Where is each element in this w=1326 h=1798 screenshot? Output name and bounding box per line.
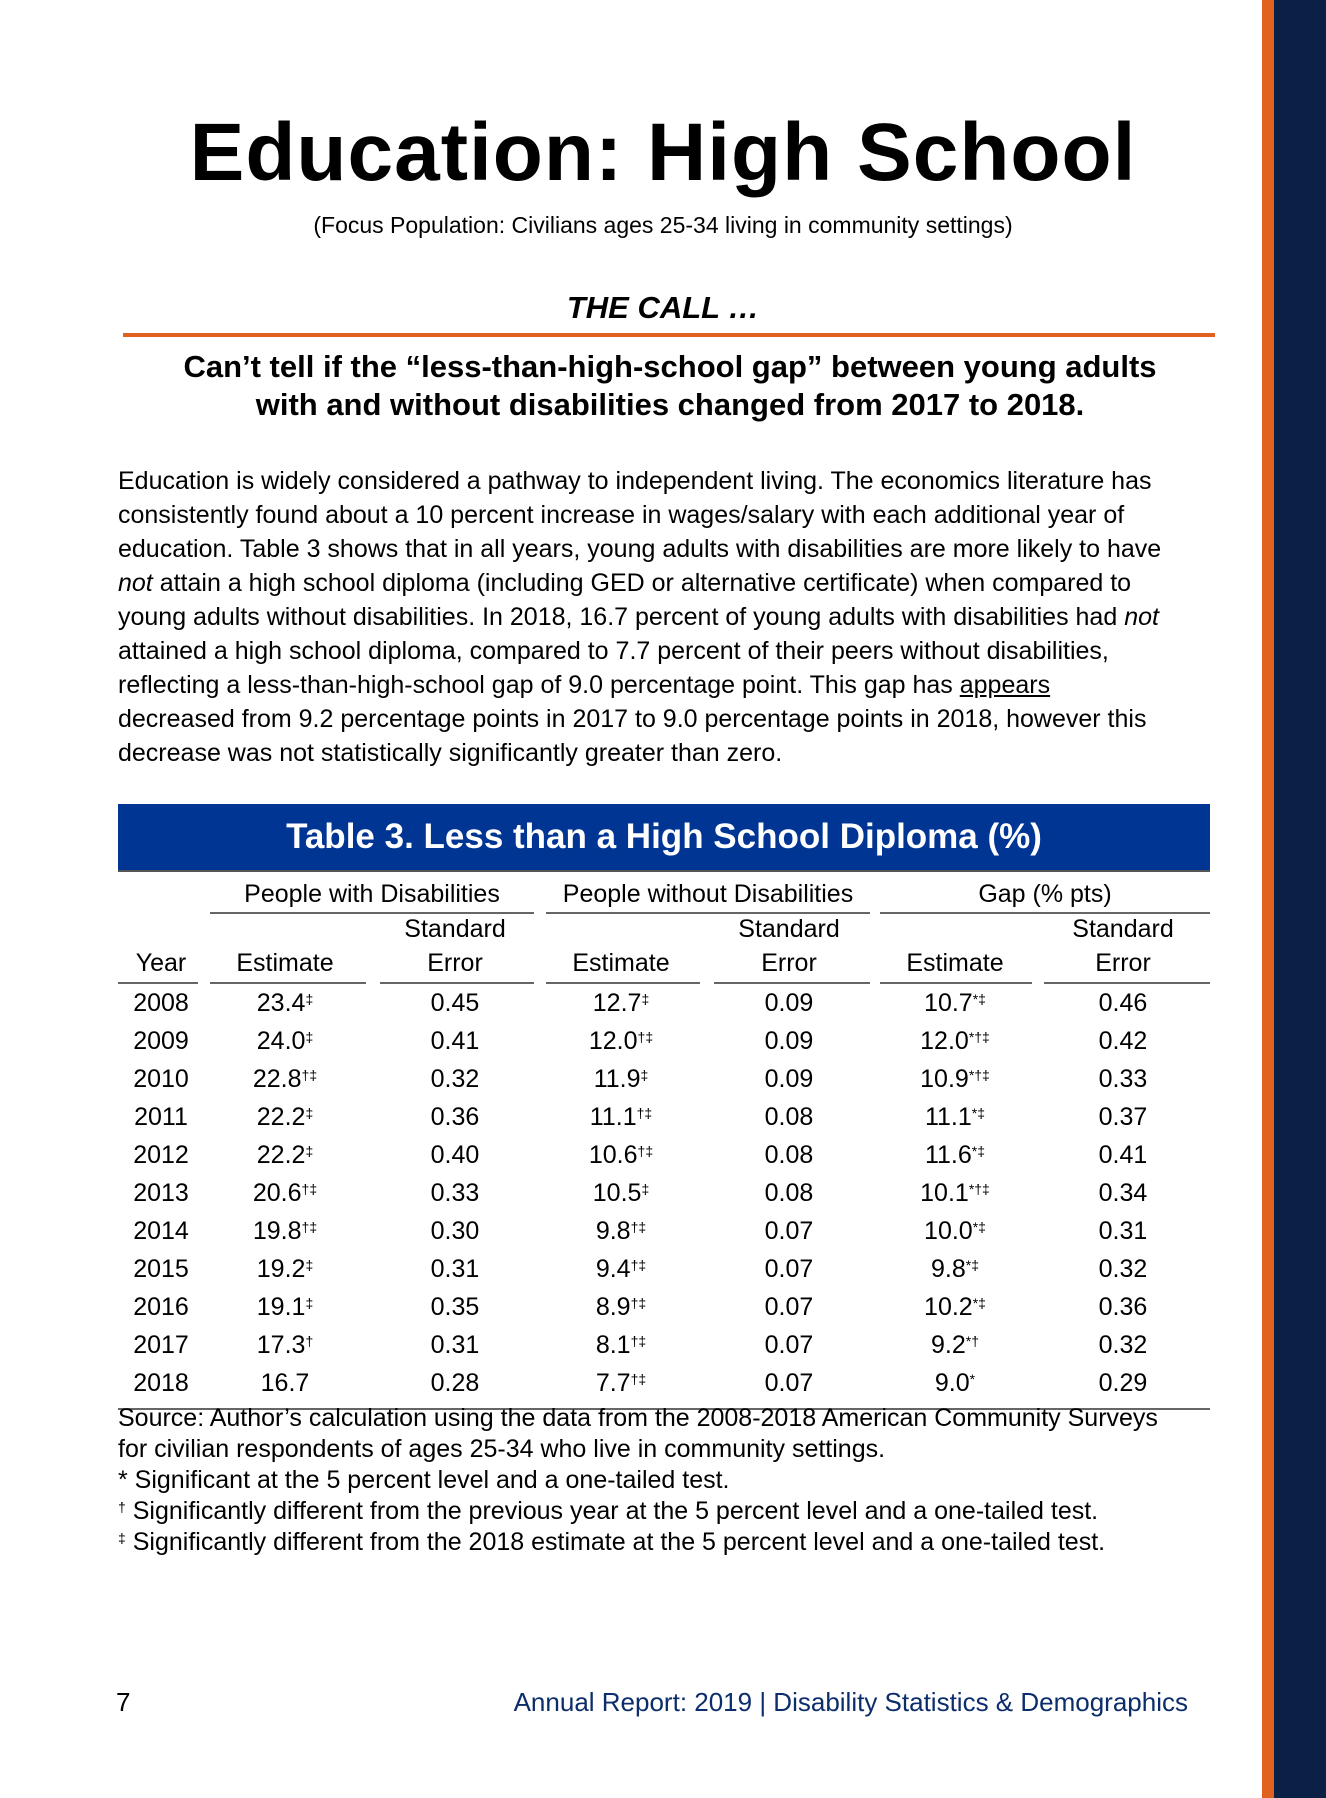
table-cell [1048, 1140, 1198, 1170]
table-cell [210, 1064, 360, 1094]
table-cell [118, 1026, 204, 1056]
cell-value: 10.9 [920, 1065, 969, 1093]
significance-mark: *†‡ [968, 1029, 990, 1045]
table-cell [210, 1102, 360, 1132]
cell-value: 0.32 [430, 1065, 480, 1093]
table-cell [380, 1330, 530, 1360]
cell-value: 0.31 [430, 1331, 480, 1359]
column-header-rule [210, 982, 366, 984]
footnote-double-dagger [118, 1527, 1158, 1558]
table-cell [118, 1368, 204, 1398]
column-header-year: Year [135, 949, 187, 977]
the-call-heading: THE CALL … [566, 290, 760, 325]
significance-mark: * [969, 1371, 976, 1387]
report-footer-title: Annual Report: 2019 | Disability Statistics & Demographics [513, 1687, 1188, 1717]
cell-value: 0.32 [1098, 1331, 1148, 1359]
footnote-text: Significantly different from the previous year at the 5 percent level and a one-tailed test. [125, 1497, 1099, 1525]
cell-value: 0.29 [1098, 1369, 1148, 1397]
cell-value: 10.5 [592, 1179, 642, 1207]
table-cell [380, 1064, 530, 1094]
significance-mark: *‡ [965, 1257, 979, 1273]
table-cell [714, 1368, 864, 1398]
table-cell [714, 1292, 864, 1322]
table-cell [546, 1102, 696, 1132]
cell-value: 17.3 [256, 1331, 306, 1359]
finding-line: with and without disabilities changed from 2017 to 2018. [255, 387, 1085, 422]
table-title-rule [118, 870, 1210, 872]
table-cell [380, 988, 530, 1018]
body-line: Education is widely considered a pathway to independent living. The economics literature has [118, 467, 1152, 495]
body-line [118, 668, 1228, 702]
cell-value: 10.0 [924, 1217, 973, 1245]
cell-value: 0.33 [1098, 1065, 1148, 1093]
cell-value: 12.0 [920, 1027, 969, 1055]
finding-line: Can’t tell if the “less-than-high-school gap” between young adults [183, 349, 1157, 384]
table-cell [546, 1216, 696, 1246]
body-line [118, 600, 1228, 634]
significance-mark: †‡ [630, 1333, 647, 1349]
table-cell [1048, 1292, 1198, 1322]
table-cell [210, 1216, 360, 1246]
significance-mark: *† [965, 1333, 979, 1349]
table-cell [880, 1102, 1030, 1132]
table-cell [714, 1330, 864, 1360]
footnote-text: Significantly different from the 2018 estimate at the 5 percent level and a one-tailed test. [125, 1528, 1106, 1556]
page-subtitle: (Focus Population: Civilians ages 25-34 living in community settings) [313, 212, 1013, 238]
source-line: Source: Author’s calculation using the data from the 2008-2018 American Community Surveys [118, 1404, 1158, 1432]
significance-mark: *‡ [971, 1105, 986, 1121]
cell-value: 9.8 [595, 1217, 631, 1245]
cell-value: 0.41 [1098, 1141, 1148, 1169]
table-cell [210, 1292, 360, 1322]
cell-value: 8.9 [595, 1293, 631, 1321]
cell-value: 2010 [133, 1065, 189, 1093]
table-cell [118, 1292, 204, 1322]
cell-value: 0.08 [764, 1103, 814, 1131]
cell-value: 0.33 [430, 1179, 480, 1207]
table-title: Table 3. Less than a High School Diploma (%) [118, 804, 1210, 870]
table-cell [714, 988, 864, 1018]
cell-value: 0.08 [764, 1141, 814, 1169]
cell-value: 2012 [133, 1141, 189, 1169]
body-text: reflecting a less-than-high-school gap of 9.0 percentage point. This gap has [118, 671, 960, 699]
column-header-standard: Standard [404, 915, 506, 943]
table-cell [880, 1140, 1030, 1170]
table-cell [880, 1026, 1030, 1056]
column-header-rule [714, 982, 870, 984]
call-divider [123, 333, 1215, 337]
cell-value: 0.32 [1098, 1255, 1148, 1283]
footnote-dagger [118, 1496, 1158, 1527]
table-cell [210, 1178, 360, 1208]
page-title: Education: High School [189, 107, 1137, 198]
table-cell [880, 1292, 1030, 1322]
cell-value: 10.2 [924, 1293, 973, 1321]
significance-mark: *†‡ [968, 1067, 990, 1083]
body-line: education. Table 3 shows that in all years, young adults with disabilities are more likely to have [118, 535, 1162, 563]
table-cell [380, 1026, 530, 1056]
significance-mark: †‡ [301, 1181, 318, 1197]
cell-value: 2011 [134, 1103, 188, 1131]
table-cell [880, 1368, 1030, 1398]
body-text: young adults without disabilities. In 2018, 16.7 percent of young adults with disabilities had [118, 603, 1125, 631]
cell-value: 0.07 [764, 1217, 814, 1245]
page-number: 7 [116, 1687, 131, 1717]
table-cell [380, 1292, 530, 1322]
cell-value: 0.42 [1098, 1027, 1148, 1055]
table-cell [1048, 1102, 1198, 1132]
table-cell [210, 1330, 360, 1360]
table-cell [546, 1064, 696, 1094]
table-cell [546, 1292, 696, 1322]
body-text: attain a high school diploma (including GED or alternative certificate) when compared to [152, 569, 1132, 597]
table-cell [714, 1254, 864, 1284]
table-cell [210, 1026, 360, 1056]
table-cell [714, 1026, 864, 1056]
cell-value: 0.09 [764, 1027, 814, 1055]
cell-value: 20.6 [252, 1179, 302, 1207]
significance-mark: †‡ [637, 1143, 654, 1159]
cell-value: 22.8 [252, 1065, 302, 1093]
cell-value: 9.8 [931, 1255, 966, 1283]
table-source-notes [118, 1403, 1158, 1558]
table-cell [380, 1102, 530, 1132]
cell-value: 23.4 [256, 989, 306, 1017]
table-cell [1048, 988, 1198, 1018]
cell-value: 16.7 [260, 1369, 310, 1397]
column-header-standard: Standard [1072, 915, 1174, 943]
significance-mark: *†‡ [968, 1181, 990, 1197]
emphasis: not [118, 569, 153, 597]
table-cell [380, 1254, 530, 1284]
underlined-word: appears [959, 671, 1051, 699]
cell-value: 11.6 [924, 1141, 972, 1169]
column-header-rule [380, 982, 534, 984]
cell-value: 0.09 [764, 989, 814, 1017]
table-cell [546, 988, 696, 1018]
significance-mark: ‡ [305, 1257, 314, 1273]
cell-value: 2015 [133, 1255, 189, 1283]
cell-value: 19.1 [256, 1293, 306, 1321]
table-cell [1048, 1216, 1198, 1246]
column-header-estimate: Estimate [236, 949, 334, 977]
table-cell [1048, 1026, 1198, 1056]
cell-value: 0.45 [430, 989, 480, 1017]
column-header-rule [880, 982, 1032, 984]
table-cell [714, 1216, 864, 1246]
table-cell [546, 1368, 696, 1398]
cell-value: 24.0 [256, 1027, 306, 1055]
table-cell [880, 1178, 1030, 1208]
significance-mark: †‡ [630, 1257, 647, 1273]
cell-value: 0.36 [430, 1103, 480, 1131]
table-cell [210, 1254, 360, 1284]
cell-value: 0.34 [1098, 1179, 1148, 1207]
side-accent-orange [1262, 0, 1274, 1798]
table-cell [880, 1254, 1030, 1284]
table-cell [546, 1026, 696, 1056]
dagger-mark: † [118, 1499, 126, 1515]
significance-mark: †‡ [301, 1067, 318, 1083]
significance-mark: *‡ [972, 1295, 986, 1311]
cell-value: 8.1 [595, 1331, 631, 1359]
cell-value: 9.0 [934, 1369, 970, 1397]
cell-value: 10.6 [588, 1141, 638, 1169]
table-cell [380, 1368, 530, 1398]
column-header-estimate: Estimate [906, 949, 1004, 977]
cell-value: 0.40 [430, 1141, 480, 1169]
body-line: attained a high school diploma, compared to 7.7 percent of their peers without disabilities, [118, 637, 1109, 665]
cell-value: 0.09 [764, 1065, 814, 1093]
table-cell [210, 1368, 360, 1398]
table-cell [546, 1330, 696, 1360]
cell-value: 2018 [133, 1369, 189, 1397]
cell-value: 2009 [133, 1027, 189, 1055]
table-cell [118, 1102, 204, 1132]
group-header: People without Disabilities [562, 880, 854, 908]
column-header-error: Error [761, 949, 817, 977]
cell-value: 10.7 [924, 989, 973, 1017]
table-cell [546, 1178, 696, 1208]
body-line [118, 566, 1228, 600]
cell-value: 19.8 [252, 1217, 302, 1245]
table-cell [1048, 1064, 1198, 1094]
cell-value: 0.07 [764, 1255, 814, 1283]
cell-value: 19.2 [256, 1255, 306, 1283]
table-cell [118, 1178, 204, 1208]
cell-value: 12.7 [592, 989, 642, 1017]
cell-value: 0.30 [430, 1217, 480, 1245]
table-cell [380, 1216, 530, 1246]
cell-value: 0.28 [430, 1369, 480, 1397]
table-cell [118, 1330, 204, 1360]
table-cell [118, 1140, 204, 1170]
cell-value: 0.35 [430, 1293, 480, 1321]
cell-value: 0.37 [1098, 1103, 1148, 1131]
cell-value: 0.07 [764, 1331, 814, 1359]
column-header-error: Error [1095, 949, 1151, 977]
significance-mark: ‡ [305, 1029, 314, 1045]
table-cell [210, 988, 360, 1018]
table-cell [880, 988, 1030, 1018]
cell-value: 2014 [133, 1217, 189, 1245]
cell-value: 0.08 [764, 1179, 814, 1207]
table-cell [380, 1140, 530, 1170]
significance-mark: †‡ [630, 1371, 647, 1387]
table-cell [880, 1330, 1030, 1360]
table-cell [714, 1102, 864, 1132]
table-cell [880, 1216, 1030, 1246]
table-cell [118, 1254, 204, 1284]
column-header-standard: Standard [738, 915, 840, 943]
table-cell [118, 1216, 204, 1246]
footnote-significant: * Significant at the 5 percent level and a one-tailed test. [118, 1466, 730, 1494]
cell-value: 2016 [133, 1293, 189, 1321]
cell-value: 0.41 [430, 1027, 480, 1055]
body-line: decreased from 9.2 percentage points in 2017 to 9.0 percentage points in 2018, however this [118, 705, 1147, 733]
significance-mark: ‡ [640, 1067, 649, 1083]
column-header-rule [546, 982, 700, 984]
table-cell [546, 1140, 696, 1170]
table-cell [880, 1064, 1030, 1094]
table-cell [1048, 1178, 1198, 1208]
table-cell [210, 1140, 360, 1170]
cell-value: 0.36 [1098, 1293, 1148, 1321]
significance-mark: †‡ [636, 1105, 653, 1121]
significance-mark: †‡ [637, 1029, 654, 1045]
significance-mark: †‡ [630, 1219, 647, 1235]
table-cell [1048, 1368, 1198, 1398]
cell-value: 12.0 [588, 1027, 638, 1055]
significance-mark: ‡ [305, 1105, 314, 1121]
table-cell [714, 1140, 864, 1170]
cell-value: 2008 [133, 989, 189, 1017]
cell-value: 9.4 [595, 1255, 631, 1283]
significance-mark: *‡ [972, 1219, 986, 1235]
cell-value: 0.07 [764, 1293, 814, 1321]
cell-value: 7.7 [595, 1369, 631, 1397]
table-cell [1048, 1330, 1198, 1360]
cell-value: 11.9 [593, 1065, 641, 1093]
significance-mark: ‡ [641, 1181, 650, 1197]
significance-mark: †‡ [630, 1295, 647, 1311]
significance-mark: ‡ [305, 1143, 314, 1159]
cell-value: 10.1 [920, 1179, 969, 1207]
cell-value: 0.46 [1098, 989, 1148, 1017]
column-header-error: Error [427, 949, 483, 977]
column-header-estimate: Estimate [572, 949, 670, 977]
cell-value: 2017 [133, 1331, 189, 1359]
significance-mark: ‡ [305, 1295, 314, 1311]
cell-value: 2013 [133, 1179, 189, 1207]
table-cell [714, 1064, 864, 1094]
emphasis: not [1124, 603, 1159, 631]
significance-mark: *‡ [972, 991, 986, 1007]
double-dagger-mark: ‡ [118, 1530, 126, 1546]
cell-value: 0.31 [430, 1255, 480, 1283]
significance-mark: †‡ [301, 1219, 318, 1235]
table-cell [546, 1254, 696, 1284]
source-line: for civilian respondents of ages 25-34 who live in community settings. [118, 1435, 886, 1463]
table-cell [118, 988, 204, 1018]
cell-value: 9.2 [931, 1331, 966, 1359]
cell-value: 22.2 [256, 1141, 306, 1169]
body-line: consistently found about a 10 percent increase in wages/salary with each additional year of [118, 501, 1125, 529]
significance-mark: ‡ [305, 991, 314, 1007]
table-cell [118, 1064, 204, 1094]
column-header-rule [1044, 982, 1210, 984]
body-line: decrease was not statistically significantly greater than zero. [118, 739, 783, 767]
side-accent-navy [1274, 0, 1326, 1798]
cell-value: 0.31 [1098, 1217, 1148, 1245]
finding-statement [120, 348, 1220, 424]
significance-mark: † [305, 1333, 314, 1349]
table-cell [1048, 1254, 1198, 1284]
group-header: Gap (% pts) [978, 880, 1112, 908]
significance-mark: ‡ [641, 991, 650, 1007]
cell-value: 22.2 [256, 1103, 306, 1131]
column-header-rule [118, 982, 198, 984]
cell-value: 11.1 [924, 1103, 972, 1131]
group-header: People with Disabilities [244, 880, 500, 908]
body-paragraph [118, 464, 1228, 770]
significance-mark: *‡ [971, 1143, 986, 1159]
table-cell [380, 1178, 530, 1208]
table-cell [714, 1178, 864, 1208]
cell-value: 0.07 [764, 1369, 814, 1397]
cell-value: 11.1 [589, 1103, 637, 1131]
